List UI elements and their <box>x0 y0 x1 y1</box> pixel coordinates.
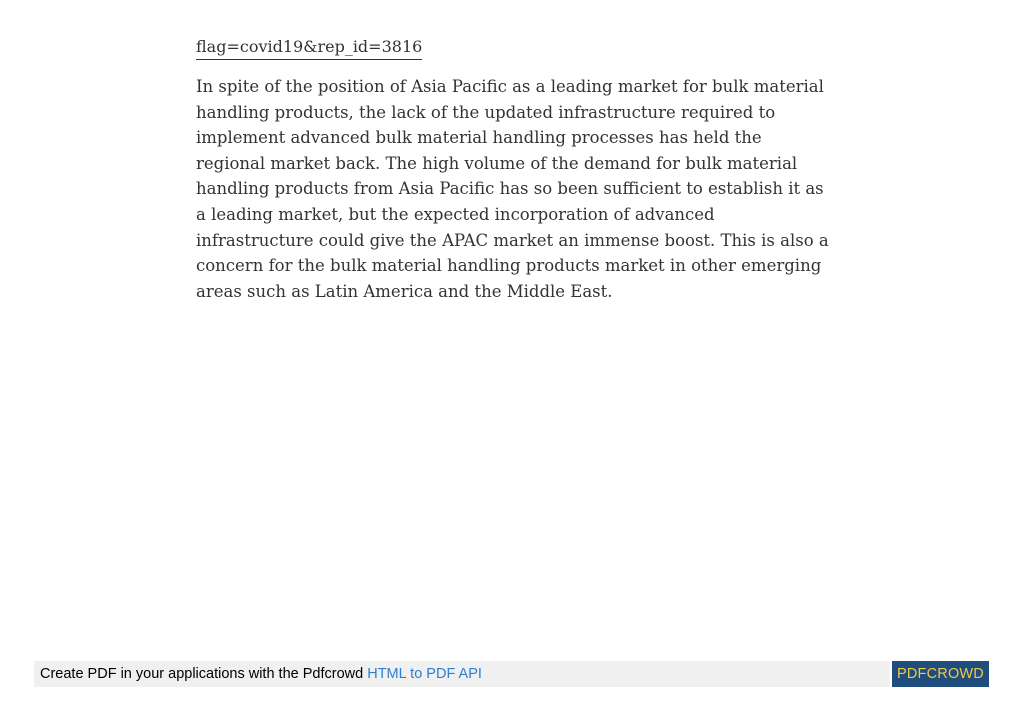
footer-text: Create PDF in your applications with the Pdfcrowd <box>40 666 368 682</box>
html-to-pdf-api-link[interactable]: HTML to PDF API <box>367 666 482 682</box>
pdfcrowd-footer <box>34 661 890 687</box>
article-paragraph: In spite of the position of Asia Pacific as a leading market for bulk material handling products, the lack of the updated infrastructure required to implement advanced bulk material handling processes has held the regional market back. The high volume of the demand for bulk material handling products from Asia Pacific has so been sufficient to establish it as a leading market, but the expected incorporation of advanced infrastructure could give the APAC market an immense boost. This is also a concern for the bulk material handling products market in other emerging areas such as Latin America and the Middle East. <box>196 77 829 301</box>
article-content <box>196 36 836 304</box>
report-url-link[interactable]: flag=covid19&rep_id=3816 <box>196 36 422 60</box>
pdfcrowd-brand-badge[interactable]: PDFCROWD <box>892 661 989 687</box>
